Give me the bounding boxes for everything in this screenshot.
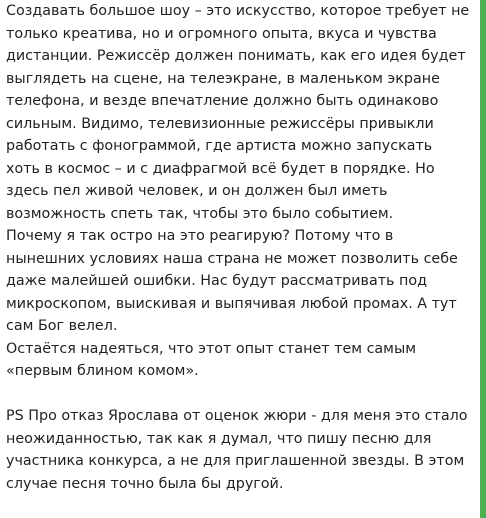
- paragraph-spacer: [6, 383, 470, 406]
- post-paragraph-2: Почему я так остро на это реагирую? Потому что в нынешних условиях наша страна не может позволить себе даже малейшей ошибки. Нас будут рассматривать под микроскопом, выискивая и выпячивая любой промах. А тут сам Бог велел.: [6, 228, 458, 334]
- post-paragraph-3: Остаётся надеяться, что этот опыт станет тем самым «первым блином комом».: [6, 340, 417, 379]
- post-paragraph-1: Создавать большое шоу – это искусство, которое требует не только креатива, но и огромного опыта, вкуса и чувства дистанции. Режиссёр должен понимать, как его идея будет выглядеть на сцене, на телеэкране, в маленьком экране телефона, и везде впечатление должно быть одинаково сильным. Видимо, телевизионные режиссёры привыкли работать с фонограммой, где артиста можно запускать хоть в космос – и с диафрагмой всё будет в порядке. Но здесь пел живой человек, и он должен был иметь возможность спеть так, чтобы это было событием.: [6, 3, 470, 222]
- scrollbar-strip[interactable]: [480, 0, 486, 518]
- post-paragraph-ps: PS Про отказ Ярослава от оценок жюри - для меня это стало неожиданностью, так как я думал, что пишу песню для участника конкурса, а не для приглашенной звезды. В этом случае песня точно была бы другой.: [6, 408, 468, 492]
